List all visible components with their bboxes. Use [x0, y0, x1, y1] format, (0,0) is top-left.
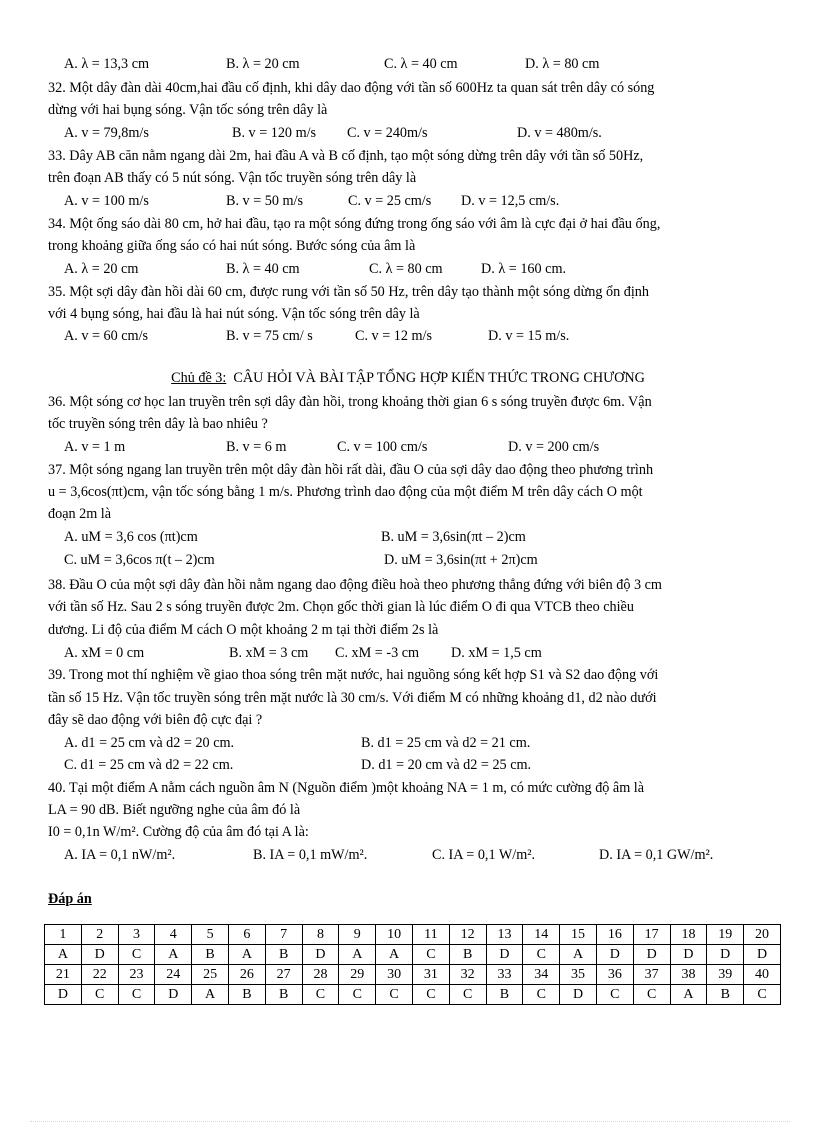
answer-cell: C: [523, 985, 560, 1005]
answer-cell: C: [376, 985, 413, 1005]
answer-cell: C: [412, 945, 449, 965]
q33-text-line2: trên đoạn AB thấy có 5 nút sóng. Vận tốc truyền sóng trên dây là: [48, 170, 417, 186]
q39-text-line2: tần số 15 Hz. Vận tốc truyền sóng trên mặt nước là 30 cm/s. Với điểm M có những khoảng d1, d2 nào dưới: [48, 690, 657, 706]
q38-text-line3: dương. Li độ của điểm M cách O một khoảng 2 m tại thời điểm 2s là: [48, 622, 439, 638]
q32-option-c: C. v = 240m/s: [347, 125, 428, 141]
topic-title: CÂU HỎI VÀ BÀI TẬP TỔNG HỢP KIẾN THỨC TRONG CHƯƠNG: [233, 370, 645, 386]
question-number-cell: 34: [523, 965, 560, 985]
question-number-cell: 36: [596, 965, 633, 985]
question-number-cell: 11: [412, 925, 449, 945]
answer-key-row: [45, 945, 781, 965]
q40-option-a: A. IA = 0,1 nW/m².: [64, 847, 176, 863]
answer-cell: D: [633, 945, 670, 965]
q38-text-line1: 38. Đầu O của một sợi dây đàn hồi nằm ngang dao động điều hoà theo phương thẳng đứng với biên độ 3 cm: [48, 577, 662, 593]
answer-table: [44, 924, 781, 1005]
q35-option-a: A. v = 60 cm/s: [64, 328, 149, 344]
question-number-cell: 24: [155, 965, 192, 985]
answer-cell: D: [155, 985, 192, 1005]
q40-option-d: D. IA = 0,1 GW/m².: [599, 847, 714, 863]
q32-option-d: D. v = 480m/s.: [517, 125, 602, 141]
q32-option-a: A. v = 79,8m/s: [64, 125, 149, 141]
question-number-cell: 20: [744, 925, 781, 945]
question-number-cell: 7: [265, 925, 302, 945]
question-number-cell: 35: [560, 965, 597, 985]
question-number-cell: 1: [45, 925, 82, 945]
q31-option-c: C. λ = 40 cm: [384, 56, 458, 72]
question-number-cell: 30: [376, 965, 413, 985]
q32-text-line1: 32. Một dây đàn dài 40cm,hai đầu cố định, khi dây dao động với tần số 600Hz ta quan sát trên dây có sóng: [48, 80, 655, 96]
q36-text-line2: tốc truyền sóng trên dây là bao nhiêu ?: [48, 416, 268, 432]
q35-option-b: B. v = 75 cm/ s: [226, 328, 313, 344]
question-number-cell: 37: [633, 965, 670, 985]
question-number-cell: 27: [265, 965, 302, 985]
answer-cell: B: [228, 985, 265, 1005]
question-number-cell: 28: [302, 965, 339, 985]
question-number-cell: 16: [596, 925, 633, 945]
q36-option-a: A. v = 1 m: [64, 439, 126, 455]
q38-option-c: C. xM = -3 cm: [335, 645, 420, 661]
question-number-cell: 38: [670, 965, 707, 985]
q32-option-b: B. v = 120 m/s: [232, 125, 317, 141]
q40-option-b: B. IA = 0,1 mW/m².: [253, 847, 368, 863]
q38-option-a: A. xM = 0 cm: [64, 645, 145, 661]
answer-cell: B: [707, 985, 744, 1005]
answer-cell: A: [560, 945, 597, 965]
answer-cell: C: [633, 985, 670, 1005]
q37-option-a: A. uM = 3,6 cos (πt)cm: [64, 529, 198, 545]
answer-cell: A: [339, 945, 376, 965]
q38-option-b: B. xM = 3 cm: [229, 645, 309, 661]
q37-option-d: D. uM = 3,6sin(πt + 2π)cm: [384, 552, 538, 568]
answer-cell: A: [670, 985, 707, 1005]
q34-option-b: B. λ = 40 cm: [226, 261, 300, 277]
q39-option-d: D. d1 = 20 cm và d2 = 25 cm.: [361, 757, 532, 773]
answer-cell: C: [596, 985, 633, 1005]
q33-option-a: A. v = 100 m/s: [64, 193, 149, 209]
question-number-cell: 40: [744, 965, 781, 985]
q31-option-a: A. λ = 13,3 cm: [64, 56, 150, 72]
answer-cell: D: [302, 945, 339, 965]
question-number-cell: 19: [707, 925, 744, 945]
q39-option-b: B. d1 = 25 cm và d2 = 21 cm.: [361, 735, 531, 751]
answer-cell: C: [412, 985, 449, 1005]
q39-option-c: C. d1 = 25 cm và d2 = 22 cm.: [64, 757, 234, 773]
q34-text-line2: trong khoảng giữa ống sáo có hai nút sóng. Bước sóng của âm là: [48, 238, 416, 254]
answer-cell: C: [118, 945, 155, 965]
q39-text-line3: đây sẽ dao động với biên độ cực đại ?: [48, 712, 263, 728]
question-number-cell: 39: [707, 965, 744, 985]
page-bottom-divider: [30, 1121, 790, 1122]
q33-option-c: C. v = 25 cm/s: [348, 193, 432, 209]
q34-option-a: A. λ = 20 cm: [64, 261, 139, 277]
answer-cell: A: [45, 945, 82, 965]
q37-text-line2: u = 3,6cos(πt)cm, vận tốc sóng bằng 1 m/s. Phương trình dao động của một điểm M trên dây cách O một: [48, 484, 643, 500]
q34-text-line1: 34. Một ống sáo dài 80 cm, hở hai đầu, tạo ra một sóng đứng trong ống sáo với âm là cực đại ở hai đầu ống,: [48, 216, 661, 232]
answer-number-row: [45, 925, 781, 945]
answer-cell: C: [523, 945, 560, 965]
answer-cell: D: [560, 985, 597, 1005]
question-number-cell: 10: [376, 925, 413, 945]
q38-text-line2: với tần số Hz. Sau 2 s sóng truyền được 2m. Chọn gốc thời gian là lúc điểm O đi qua VTCB theo chiều: [48, 599, 634, 615]
question-number-cell: 26: [228, 965, 265, 985]
answer-cell: D: [81, 945, 118, 965]
question-number-cell: 31: [412, 965, 449, 985]
question-number-cell: 25: [192, 965, 229, 985]
answer-cell: D: [486, 945, 523, 965]
q34-option-c: C. λ = 80 cm: [369, 261, 443, 277]
topic-label: Chủ đề 3:: [171, 370, 227, 386]
answer-cell: C: [302, 985, 339, 1005]
question-number-cell: 4: [155, 925, 192, 945]
answer-cell: B: [265, 945, 302, 965]
q37-text-line1: 37. Một sóng ngang lan truyền trên một dây đàn hồi rất dài, đầu O của sợi dây dao động theo phương trình: [48, 462, 654, 478]
answer-cell: D: [45, 985, 82, 1005]
q31-option-b: B. λ = 20 cm: [226, 56, 300, 72]
q31-option-d: D. λ = 80 cm: [525, 56, 600, 72]
answer-cell: C: [118, 985, 155, 1005]
q40-text-line1: 40. Tại một điểm A nằm cách nguồn âm N (Nguồn điểm )một khoảng NA = 1 m, có mức cường độ âm là: [48, 780, 645, 796]
question-number-cell: 9: [339, 925, 376, 945]
q33-option-d: D. v = 12,5 cm/s.: [461, 193, 560, 209]
question-number-cell: 5: [192, 925, 229, 945]
q35-text-line2: với 4 bụng sóng, hai đầu là hai nút sóng. Vận tốc sóng trên dây là: [48, 306, 420, 322]
question-number-cell: 23: [118, 965, 155, 985]
answer-cell: D: [670, 945, 707, 965]
answer-cell: D: [744, 945, 781, 965]
question-number-cell: 3: [118, 925, 155, 945]
answer-cell: B: [192, 945, 229, 965]
q36-option-b: B. v = 6 m: [226, 439, 287, 455]
question-number-cell: 15: [560, 925, 597, 945]
q36-text-line1: 36. Một sóng cơ học lan truyền trên sợi dây đàn hồi, trong khoảng thời gian 6 s sóng truyền được 6m. Vận: [48, 394, 652, 410]
q40-text-line3: I0 = 0,1n W/m². Cường độ của âm đó tại A là:: [48, 824, 309, 840]
q39-option-a: A. d1 = 25 cm và d2 = 20 cm.: [64, 735, 235, 751]
question-number-cell: 33: [486, 965, 523, 985]
q34-option-d: D. λ = 160 cm.: [481, 261, 567, 277]
q35-option-d: D. v = 15 m/s.: [488, 328, 570, 344]
question-number-cell: 2: [81, 925, 118, 945]
question-number-cell: 22: [81, 965, 118, 985]
question-number-cell: 12: [449, 925, 486, 945]
answer-cell: C: [339, 985, 376, 1005]
question-number-cell: 8: [302, 925, 339, 945]
q36-option-c: C. v = 100 cm/s: [337, 439, 428, 455]
answer-cell: A: [376, 945, 413, 965]
answer-cell: C: [81, 985, 118, 1005]
question-number-cell: 14: [523, 925, 560, 945]
answer-cell: B: [265, 985, 302, 1005]
answer-cell: A: [155, 945, 192, 965]
answer-number-row: [45, 965, 781, 985]
answer-cell: D: [707, 945, 744, 965]
question-number-cell: 18: [670, 925, 707, 945]
answer-cell: A: [192, 985, 229, 1005]
q37-option-b: B. uM = 3,6sin(πt – 2)cm: [381, 529, 526, 545]
answers-heading: Đáp án: [48, 891, 92, 907]
answer-cell: D: [596, 945, 633, 965]
q32-text-line2: dừng với hai bụng sóng. Vận tốc sóng trên dây là: [48, 102, 328, 118]
answer-cell: B: [486, 985, 523, 1005]
q39-text-line1: 39. Trong mot thí nghiệm về giao thoa sóng trên mặt nước, hai nguồng sóng kết hợp S1 và S2 dao động với: [48, 667, 659, 683]
q37-option-c: C. uM = 3,6cos π(t – 2)cm: [64, 552, 215, 568]
answer-cell: B: [449, 945, 486, 965]
question-number-cell: 13: [486, 925, 523, 945]
answer-cell: A: [228, 945, 265, 965]
q33-option-b: B. v = 50 m/s: [226, 193, 303, 209]
question-number-cell: 17: [633, 925, 670, 945]
q38-option-d: D. xM = 1,5 cm: [451, 645, 542, 661]
q40-text-line2: LA = 90 dB. Biết ngưỡng nghe của âm đó là: [48, 802, 301, 818]
question-number-cell: 6: [228, 925, 265, 945]
q36-option-d: D. v = 200 cm/s: [508, 439, 600, 455]
question-number-cell: 21: [45, 965, 82, 985]
topic-heading: [0, 369, 816, 387]
answer-cell: C: [744, 985, 781, 1005]
answer-key-row: [45, 985, 781, 1005]
answer-cell: C: [449, 985, 486, 1005]
q37-text-line3: đoạn 2m là: [48, 506, 112, 522]
q33-text-line1: 33. Dây AB căn nằm ngang dài 2m, hai đầu A và B cố định, tạo một sóng dừng trên dây với tần số 50Hz,: [48, 148, 644, 164]
q35-option-c: C. v = 12 m/s: [355, 328, 432, 344]
q40-option-c: C. IA = 0,1 W/m².: [432, 847, 536, 863]
question-number-cell: 29: [339, 965, 376, 985]
q35-text-line1: 35. Một sợi dây đàn hồi dài 60 cm, được rung với tần số 50 Hz, trên dây tạo thành một sóng dừng ổn định: [48, 284, 649, 300]
question-number-cell: 32: [449, 965, 486, 985]
